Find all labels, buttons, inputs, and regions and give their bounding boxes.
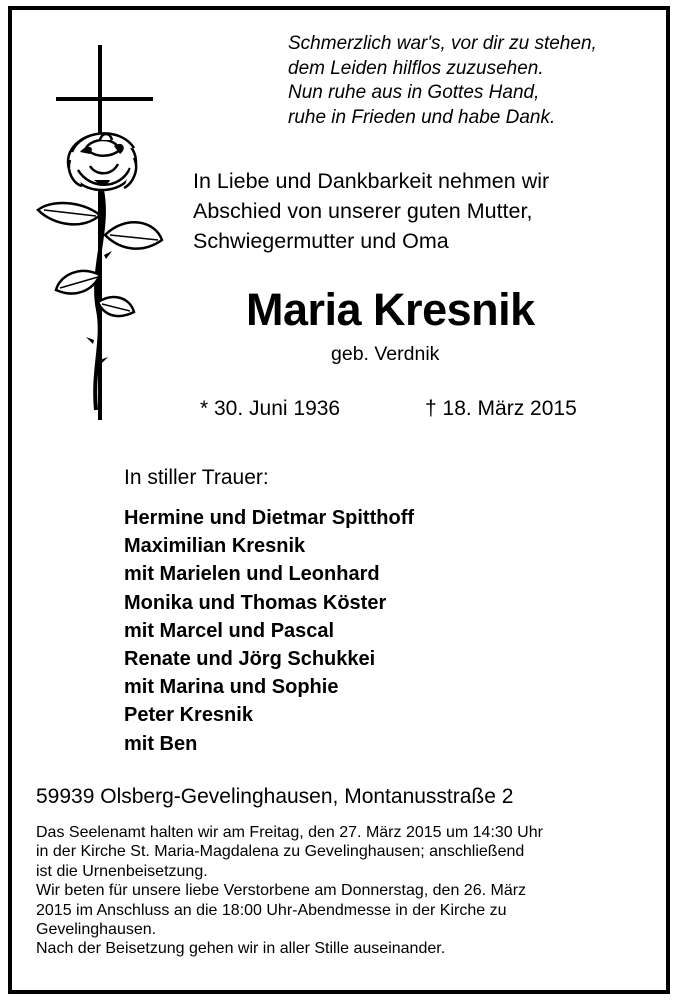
intro-line: Schwiegermutter und Oma bbox=[193, 229, 449, 253]
poem-line: Nun ruhe aus in Gottes Hand, bbox=[288, 82, 540, 103]
deceased-name: Maria Kresnik bbox=[246, 284, 535, 335]
mourner-line: mit Marcel und Pascal bbox=[124, 619, 335, 642]
birth-date: * 30. Juni 1936 bbox=[200, 397, 341, 420]
address: 59939 Olsberg-Gevelinghausen, Montanusstraße 2 bbox=[36, 785, 514, 808]
mourner-line: Maximilian Kresnik bbox=[124, 535, 306, 558]
info-line: Gevelinghausen. bbox=[36, 921, 157, 939]
mourners-list bbox=[124, 504, 414, 758]
mourner-line: Renate und Jörg Schukkei bbox=[124, 648, 376, 671]
mourner-line: mit Marielen und Leonhard bbox=[124, 563, 380, 586]
info-line: ist die Urnenbeisetzung. bbox=[36, 862, 208, 880]
cross-with-rose-icon bbox=[30, 40, 170, 425]
intro-line: Abschied von unserer guten Mutter, bbox=[193, 199, 533, 223]
mourner-line: Peter Kresnik bbox=[124, 704, 253, 727]
poem-line: ruhe in Frieden und habe Dank. bbox=[288, 106, 556, 128]
poem bbox=[288, 32, 597, 130]
info-line: in der Kirche St. Maria-Magdalena zu Gevelinghausen; anschließend bbox=[36, 843, 525, 861]
death-date: † 18. März 2015 bbox=[425, 397, 577, 420]
intro-text bbox=[193, 166, 549, 256]
mourner-line: mit Ben bbox=[124, 732, 198, 755]
mourner-line: Hermine und Dietmar Spitthoff bbox=[124, 507, 415, 529]
info-line: Wir beten für unsere liebe Verstorbene am Donnerstag, den 26. März bbox=[36, 882, 527, 900]
mourner-line: mit Marina und Sophie bbox=[124, 676, 339, 699]
birth-name: geb. Verdnik bbox=[331, 343, 440, 365]
info-line: Das Seelenamt halten wir am Freitag, den 27. März 2015 um 14:30 Uhr bbox=[36, 824, 543, 841]
mourning-label: In stiller Trauer: bbox=[124, 466, 269, 489]
poem-line: dem Leiden hilflos zuzusehen. bbox=[288, 57, 544, 79]
poem-line: Schmerzlich war's, vor dir zu stehen, bbox=[288, 33, 597, 54]
mourner-line: Monika und Thomas Köster bbox=[124, 591, 387, 614]
info-line: Nach der Beisetzung gehen wir in aller Stille auseinander. bbox=[36, 940, 446, 958]
info-line: 2015 im Anschluss an die 18:00 Uhr-Abendmesse in der Kirche zu bbox=[36, 901, 507, 919]
service-info bbox=[36, 823, 543, 959]
intro-line: In Liebe und Dankbarkeit nehmen wir bbox=[193, 169, 550, 193]
